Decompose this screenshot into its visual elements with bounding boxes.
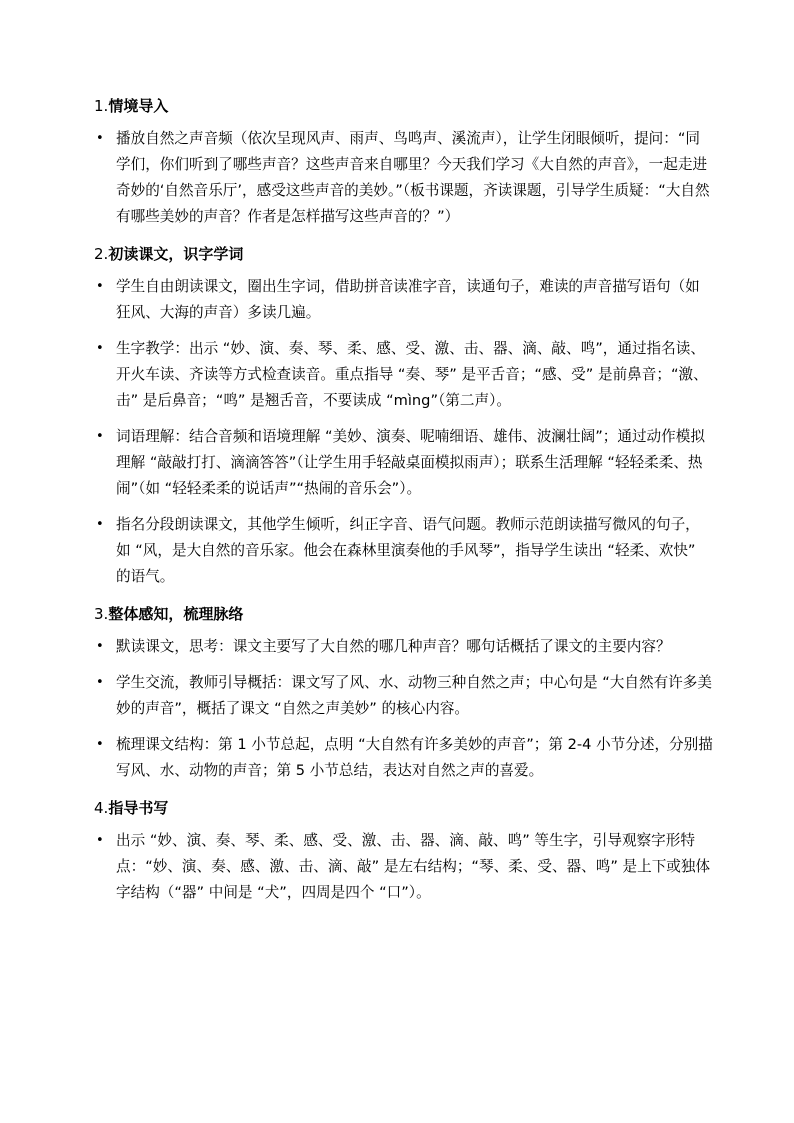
section-number: 2.	[94, 245, 109, 263]
list-item	[94, 274, 714, 326]
bullet-icon: •	[96, 279, 104, 294]
bullet-icon: •	[96, 737, 104, 752]
section-heading-2	[94, 240, 714, 268]
section-number: 4.	[94, 799, 109, 817]
bullet-icon: •	[96, 675, 104, 690]
bullet-icon: •	[96, 639, 104, 654]
list-item-text: 词语理解：结合音频和语境理解 “美妙、演奏、呢喃细语、雄伟、波澜壮阔”；通过动作模拟理解 “敲敲打打、滴滴答答”（让学生用手轻敲桌面模拟雨声）；联系生活理解 “轻轻柔柔、热闹”（如 “轻轻柔柔的说话声”“热闹的音乐会”）。	[116, 428, 705, 497]
list-item-text: 指名分段朗读课文，其他学生倾听，纠正字音、语气问题。教师示范朗读描写微风的句子，如 “风，是大自然的音乐家。他会在森林里演奏他的手风琴”，指导学生读出 “轻柔、欢快” 的语气。	[116, 516, 700, 585]
bullet-icon: •	[96, 517, 104, 532]
section-title: 初读课文，识字学词	[108, 245, 244, 263]
list-item	[94, 828, 714, 906]
list-item-text: 出示 “妙、演、奏、琴、柔、感、受、激、击、器、滴、敲、鸣” 等生字，引导观察字形特点：“妙、演、奏、感、激、击、滴、敲” 是左右结构；“琴、柔、受、器、鸣” 是上下或独体字结构（“器” 中间是 “犬”，四周是四个 “口”）。	[116, 832, 711, 901]
document-page	[94, 92, 714, 916]
bullet-icon: •	[96, 131, 104, 146]
section-number: 3.	[94, 605, 109, 623]
section-number: 1.	[94, 97, 109, 115]
list-item-text: 梳理课文结构：第 1 小节总起，点明 “大自然有许多美妙的声音”；第 2-4 小节分述，分别描写风、水、动物的声音；第 5 小节总结，表达对自然之声的喜爱。	[116, 736, 713, 779]
list-item	[94, 126, 714, 230]
bullet-icon: •	[96, 429, 104, 444]
list-item	[94, 512, 714, 590]
list-item-text: 学生自由朗读课文，圈出生字词，借助拼音读准字音，读通句子，难读的声音描写语句（如狂风、大海的声音）多读几遍。	[116, 278, 700, 321]
bullet-icon: •	[96, 833, 104, 848]
section-heading-1	[94, 92, 714, 120]
list-item-text: 生字教学：出示 “妙、演、奏、琴、柔、感、受、激、击、器、滴、敲、鸣”，通过指名读、开火车读、齐读等方式检查读音。重点指导 “奏、琴” 是平舌音；“感、受” 是前鼻音；“激、击” 是后鼻音；“鸣” 是翘舌音，不要读成 “mìng”（第二声）。	[116, 340, 708, 409]
section-title: 指导书写	[108, 799, 169, 817]
section-title: 整体感知，梳理脉络	[108, 605, 244, 623]
list-item	[94, 336, 714, 414]
list-item	[94, 732, 714, 784]
list-item-text: 默读课文，思考：课文主要写了大自然的哪几种声音？哪句话概括了课文的主要内容？	[116, 638, 671, 655]
bullet-icon: •	[96, 341, 104, 356]
section-heading-4	[94, 794, 714, 822]
list-item-text: 学生交流，教师引导概括：课文写了风、水、动物三种自然之声；中心句是 “大自然有许多美妙的声音”，概括了课文 “自然之声美妙” 的核心内容。	[116, 674, 712, 717]
section-title: 情境导入	[108, 97, 169, 115]
list-item	[94, 670, 714, 722]
list-item-text: 播放自然之声音频（依次呈现风声、雨声、鸟鸣声、溪流声），让学生闭眼倾听，提问：“同学们，你们听到了哪些声音？这些声音来自哪里？今天我们学习《大自然的声音》，一起走进奇妙的‘自然音乐厅’，感受这些声音的美妙。”（板书课题，齐读课题，引导学生质疑：“大自然有哪些美妙的声音？作者是怎样描写这些声音的？”）	[116, 130, 710, 225]
list-item	[94, 634, 714, 660]
section-heading-3	[94, 600, 714, 628]
list-item	[94, 424, 714, 502]
